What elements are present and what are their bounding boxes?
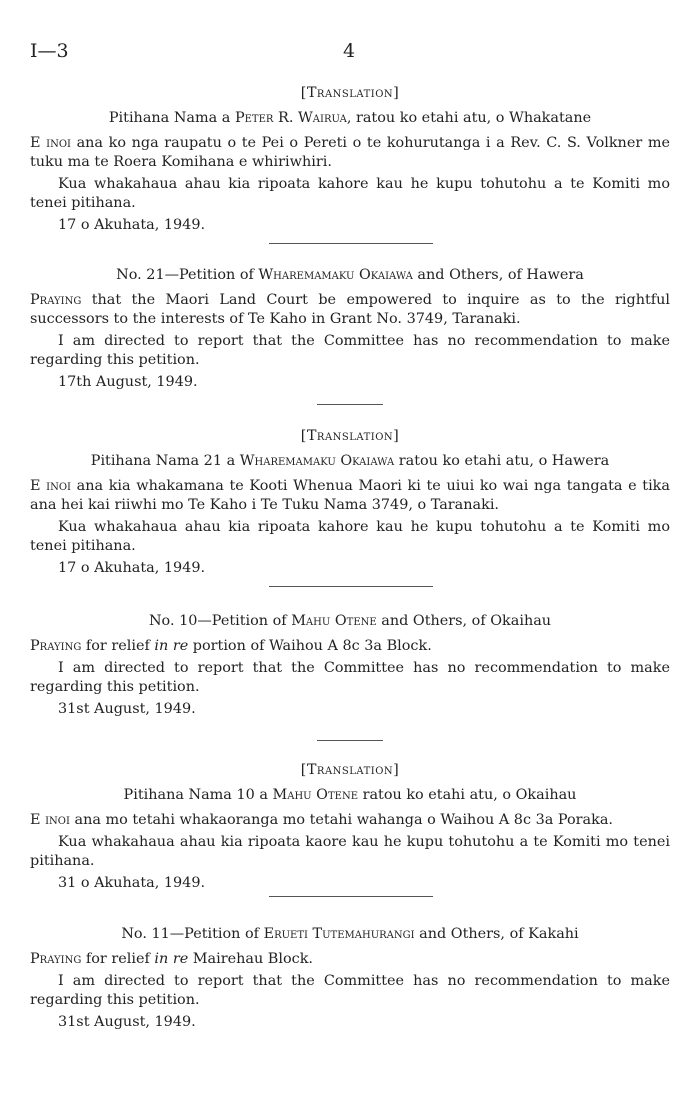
- section-title: [30, 452, 670, 471]
- petitioner-name: Mahu Otene: [291, 613, 377, 629]
- title-prefix: Pitihana Nama 10 a: [123, 787, 273, 803]
- petitioner-name: Peter R. Wairua: [234, 110, 347, 126]
- section-divider: [317, 740, 383, 741]
- prayer-italic: in re: [154, 951, 189, 967]
- report-date: 17 o Akuhata, 1949.: [58, 560, 206, 576]
- petition-prayer: [30, 637, 670, 656]
- section-divider: [317, 404, 383, 405]
- petitioner-name: Wharemamaku Okaiawa: [258, 267, 413, 283]
- report-date: 31st August, 1949.: [58, 1014, 196, 1030]
- translation-label: [Translation]: [300, 762, 400, 778]
- prayer-lead: Praying: [30, 951, 82, 967]
- title-suffix: ratou ko etahi atu, o Okaihau: [358, 787, 577, 803]
- prayer-text: ana mo tetahi whakaoranga mo tetahi wahanga o Waihou A 8c 3a Poraka.: [69, 812, 613, 828]
- prayer-text: portion of Waihou A 8c 3a Block.: [188, 638, 432, 654]
- section-title: [30, 266, 670, 285]
- title-suffix: and Others, of Hawera: [412, 267, 584, 283]
- committee-report: I am directed to report that the Committee has no recommendation to make regarding this petition.: [30, 333, 670, 368]
- section-petition-11: [30, 925, 670, 1032]
- title-suffix: , ratou ko etahi atu, o Whakatane: [346, 110, 592, 126]
- translation-label: [Translation]: [300, 85, 400, 101]
- prayer-text: that the Maori Land Court be empowered to inquire as to the rightful successors to the interests of Te Kaho in Grant No. 3749, Taranaki.: [30, 292, 670, 327]
- section-divider: [269, 586, 433, 587]
- title-prefix: No. 10—Petition of: [148, 613, 292, 629]
- title-suffix: and Others, of Okaihau: [376, 613, 552, 629]
- section-translation-21: [30, 427, 670, 578]
- title-prefix: No. 21—Petition of: [116, 267, 259, 283]
- prayer-pre: for relief: [81, 951, 155, 967]
- title-suffix: ratou ko etahi atu, o Hawera: [394, 453, 610, 469]
- title-prefix: No. 11—Petition of: [121, 926, 264, 942]
- petition-prayer: [30, 134, 670, 172]
- prayer-lead: E inoi: [30, 478, 71, 494]
- prayer-text: Mairehau Block.: [188, 951, 313, 967]
- section-title: [30, 786, 670, 805]
- section-title: [30, 109, 670, 128]
- prayer-pre: for relief: [81, 638, 155, 654]
- section-divider: [269, 243, 433, 244]
- title-suffix: and Others, of Kakahi: [414, 926, 579, 942]
- committee-report: Kua whakahaua ahau kia ripoata kahore kau he kupu tohutohu a te Komiti mo tenei pitihana.: [30, 176, 670, 211]
- title-prefix: Pitihana Nama a: [108, 110, 235, 126]
- report-date: 17th August, 1949.: [58, 374, 198, 390]
- prayer-text: ana ko nga raupatu o te Pei o Pereti o te kohurutanga i a Rev. C. S. Volkner me tuku ma te Roera Komihana e whiriwhiri.: [30, 135, 670, 170]
- petition-prayer: [30, 811, 670, 830]
- section-divider: [269, 896, 433, 897]
- petition-prayer: [30, 291, 670, 329]
- report-date: 31st August, 1949.: [58, 701, 196, 717]
- prayer-text: ana kia whakamana te Kooti Whenua Maori ki te uiui ko wai nga tangata e tika ana hei kai riiwhi mo Te Kaho i Te Tuku Nama 3749, o Taranaki.: [30, 478, 670, 513]
- petition-prayer: [30, 950, 670, 969]
- committee-report: I am directed to report that the Committee has no recommendation to make regarding this petition.: [30, 660, 670, 695]
- section-translation-wairua: [30, 84, 670, 235]
- document-code: I—3: [30, 40, 69, 62]
- committee-report: I am directed to report that the Committee has no recommendation to make regarding this petition.: [30, 973, 670, 1008]
- prayer-lead: Praying: [30, 638, 82, 654]
- title-prefix: Pitihana Nama 21 a: [90, 453, 240, 469]
- prayer-lead: E inoi: [30, 812, 70, 828]
- committee-report: Kua whakahaua ahau kia ripoata kaore kau he kupu tohutohu a te Komiti mo tenei pitihana.: [30, 834, 670, 869]
- translation-label: [Translation]: [300, 428, 400, 444]
- prayer-italic: in re: [154, 638, 189, 654]
- section-petition-10: [30, 612, 670, 719]
- section-title: [30, 925, 670, 944]
- page-number: 4: [343, 40, 356, 62]
- report-date: 31 o Akuhata, 1949.: [58, 875, 206, 891]
- section-translation-10: [30, 761, 670, 893]
- report-date: 17 o Akuhata, 1949.: [58, 217, 206, 233]
- petitioner-name: Wharemamaku Okaiawa: [239, 453, 395, 469]
- prayer-lead: E inoi: [30, 135, 71, 151]
- committee-report: Kua whakahaua ahau kia ripoata kahore kau he kupu tohutohu a te Komiti mo tenei pitihana.: [30, 519, 670, 554]
- section-title: [30, 612, 670, 631]
- petitioner-name: Mahu Otene: [272, 787, 358, 803]
- petition-prayer: [30, 477, 670, 515]
- petitioner-name: Erueti Tutemahurangi: [263, 926, 415, 942]
- section-petition-21: [30, 266, 670, 392]
- prayer-lead: Praying: [30, 292, 82, 308]
